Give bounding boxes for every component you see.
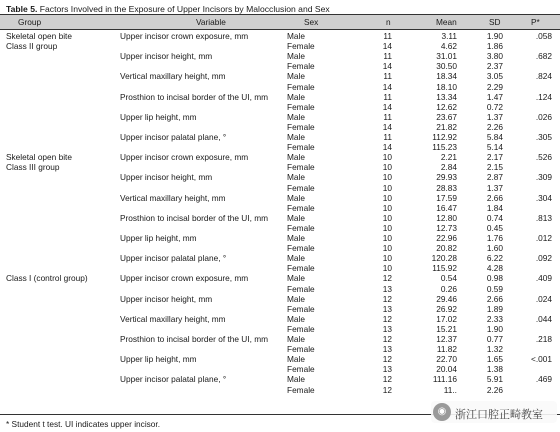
cell-mean: 18.10 bbox=[436, 81, 457, 92]
cell-n: 10 bbox=[382, 162, 392, 173]
cell-variable: Prosthion to incisal border of the UI, mm bbox=[120, 334, 269, 344]
cell-group: Class III group bbox=[6, 162, 60, 173]
cell-variable: Vertical maxillary height, mm bbox=[120, 313, 226, 324]
cell-mean: 12.80 bbox=[436, 212, 457, 223]
header-n: n bbox=[386, 17, 391, 27]
wechat-icon: ◉ bbox=[433, 403, 451, 421]
cell-sd: 2.66 bbox=[486, 293, 503, 304]
cell-variable: Upper incisor crown exposure, mm bbox=[120, 152, 249, 163]
cell-p: .024 bbox=[535, 293, 552, 304]
cell-sex: Male bbox=[287, 152, 305, 163]
watermark-text: 浙江口腔正畸教室 bbox=[455, 409, 543, 421]
cell-mean: 0.54 bbox=[440, 273, 457, 284]
cell-mean: 112.92 bbox=[432, 132, 457, 142]
cell-p: .124 bbox=[535, 91, 552, 102]
cell-sex: Female bbox=[287, 344, 315, 355]
cell-sex: Male bbox=[287, 354, 305, 365]
cell-sd: 5.14 bbox=[486, 142, 503, 153]
cell-sex: Female bbox=[287, 121, 315, 132]
cell-n: 11 bbox=[383, 91, 392, 102]
cell-sex: Female bbox=[287, 182, 315, 193]
cell-n: 10 bbox=[382, 233, 392, 243]
cell-n: 12 bbox=[382, 313, 392, 324]
cell-sd: 4.28 bbox=[486, 263, 503, 274]
cell-sex: Male bbox=[287, 192, 305, 203]
header-p: P* bbox=[531, 17, 540, 27]
cell-sd: 0.98 bbox=[486, 273, 503, 284]
cell-n: 11 bbox=[383, 111, 392, 122]
header-group: Group bbox=[18, 17, 42, 27]
cell-n: 14 bbox=[382, 41, 392, 52]
cell-mean: 15.21 bbox=[436, 323, 457, 334]
cell-mean: 13.34 bbox=[436, 91, 457, 102]
cell-sd: 1.90 bbox=[486, 323, 503, 334]
cell-n: 11 bbox=[383, 132, 392, 142]
cell-mean: 115.92 bbox=[432, 263, 457, 274]
cell-sex: Male bbox=[287, 172, 305, 183]
table-caption bbox=[6, 4, 330, 14]
cell-mean: 4.62 bbox=[440, 41, 457, 52]
cell-p: .409 bbox=[535, 273, 552, 284]
cell-mean: 20.82 bbox=[436, 243, 457, 254]
footnote: * Student t test. UI indicates upper incisor. bbox=[6, 419, 161, 429]
cell-sex: Male bbox=[287, 91, 305, 102]
cell-variable: Upper incisor crown exposure, mm bbox=[120, 273, 249, 284]
cell-n: 10 bbox=[382, 212, 392, 223]
cell-n: 12 bbox=[382, 354, 392, 365]
cell-n: 10 bbox=[382, 172, 392, 183]
cell-n: 10 bbox=[382, 202, 392, 213]
cell-n: 14 bbox=[382, 142, 392, 153]
cell-p: .469 bbox=[535, 374, 552, 385]
cell-mean: 28.83 bbox=[436, 182, 457, 193]
cell-mean: 12.37 bbox=[436, 334, 457, 344]
cell-sex: Male bbox=[287, 334, 305, 344]
cell-sd: 1.37 bbox=[486, 111, 503, 122]
cell-sd: 1.86 bbox=[486, 41, 503, 52]
cell-sd: 2.66 bbox=[486, 192, 503, 203]
cell-n: 13 bbox=[382, 283, 392, 294]
cell-sex: Male bbox=[287, 51, 305, 62]
cell-sex: Female bbox=[287, 283, 315, 294]
cell-mean: 3.11 bbox=[441, 31, 457, 41]
cell-sd: 1.60 bbox=[486, 243, 503, 254]
cell-n: 13 bbox=[382, 344, 392, 355]
cell-p: .309 bbox=[535, 172, 552, 183]
cell-variable: Upper incisor height, mm bbox=[120, 293, 213, 304]
cell-mean: 111.16 bbox=[432, 374, 457, 385]
cell-sd: 1.32 bbox=[486, 344, 503, 355]
cell-n: 13 bbox=[382, 323, 392, 334]
cell-mean: 26.92 bbox=[436, 303, 457, 314]
cell-n: 10 bbox=[382, 263, 392, 274]
cell-n: 12 bbox=[382, 384, 392, 395]
cell-p: .304 bbox=[535, 192, 552, 203]
cell-sex: Female bbox=[287, 81, 315, 92]
cell-sd: 0.77 bbox=[486, 334, 503, 344]
cell-sd: 1.38 bbox=[486, 364, 503, 375]
cell-sd: 5.84 bbox=[486, 132, 503, 142]
cell-mean: 11.82 bbox=[436, 344, 457, 355]
cell-variable: Prosthion to incisal border of the UI, mm bbox=[120, 212, 269, 223]
cell-n: 12 bbox=[382, 293, 392, 304]
cell-mean: 20.04 bbox=[436, 364, 457, 375]
cell-variable: Upper incisor height, mm bbox=[120, 172, 213, 183]
cell-n: 10 bbox=[382, 152, 392, 163]
cell-n: 14 bbox=[382, 81, 392, 92]
cell-n: 14 bbox=[382, 101, 392, 112]
cell-n: 10 bbox=[382, 253, 392, 264]
cell-n: 10 bbox=[382, 182, 392, 193]
cell-p: .092 bbox=[535, 253, 552, 264]
cell-sex: Female bbox=[287, 162, 315, 173]
cell-n: 12 bbox=[382, 273, 392, 284]
cell-sd: 0.74 bbox=[486, 212, 503, 223]
caption-label: Table 5. bbox=[6, 4, 38, 14]
cell-variable: Vertical maxillary height, mm bbox=[120, 71, 226, 82]
cell-sex: Female bbox=[287, 41, 315, 52]
cell-sd: 2.29 bbox=[486, 81, 503, 92]
cell-variable: Prosthion to incisal border of the UI, mm bbox=[120, 91, 269, 102]
cell-sd: 1.90 bbox=[486, 31, 503, 41]
cell-n: 12 bbox=[382, 374, 392, 385]
cell-sd: 3.05 bbox=[486, 71, 503, 82]
cell-sex: Male bbox=[287, 273, 305, 284]
cell-sex: Male bbox=[287, 313, 305, 324]
cell-variable: Upper incisor height, mm bbox=[120, 51, 213, 62]
cell-mean: 12.62 bbox=[436, 101, 457, 112]
cell-variable: Upper incisor crown exposure, mm bbox=[120, 31, 249, 41]
cell-sd: 1.37 bbox=[486, 182, 503, 193]
cell-n: 11 bbox=[383, 71, 392, 82]
header-variable: Variable bbox=[196, 17, 226, 27]
cell-mean: 30.50 bbox=[436, 61, 457, 72]
cell-p: .044 bbox=[535, 313, 552, 324]
cell-mean: 21.82 bbox=[436, 121, 457, 132]
cell-sex: Female bbox=[287, 384, 315, 395]
cell-n: 14 bbox=[382, 121, 392, 132]
cell-sex: Female bbox=[287, 303, 315, 314]
cell-mean: 12.73 bbox=[436, 222, 457, 233]
cell-sex: Male bbox=[287, 132, 305, 142]
cell-sd: 2.26 bbox=[486, 384, 503, 395]
cell-mean: 29.93 bbox=[436, 172, 457, 183]
cell-sd: 2.87 bbox=[486, 172, 503, 183]
watermark bbox=[431, 401, 557, 423]
cell-sd: 1.65 bbox=[486, 354, 503, 365]
cell-mean: 18.34 bbox=[436, 71, 457, 82]
cell-sex: Male bbox=[287, 233, 305, 243]
cell-sd: 0.45 bbox=[486, 222, 503, 233]
cell-mean: 22.70 bbox=[436, 354, 457, 365]
header-sex: Sex bbox=[304, 17, 319, 27]
cell-p: .813 bbox=[535, 212, 552, 223]
cell-mean: 23.67 bbox=[436, 111, 457, 122]
cell-mean: 2.21 bbox=[440, 152, 457, 163]
cell-p: .305 bbox=[535, 132, 552, 142]
cell-n: 11 bbox=[383, 31, 392, 41]
cell-group: Skeletal open bite bbox=[6, 31, 72, 41]
cell-sex: Female bbox=[287, 323, 315, 334]
cell-n: 10 bbox=[382, 222, 392, 233]
cell-sex: Female bbox=[287, 61, 315, 72]
cell-sex: Female bbox=[287, 202, 315, 213]
cell-sex: Male bbox=[287, 111, 305, 122]
cell-mean: 29.46 bbox=[436, 293, 457, 304]
cell-sd: 5.91 bbox=[486, 374, 503, 385]
cell-sd: 1.84 bbox=[486, 202, 503, 213]
cell-sex: Female bbox=[287, 263, 315, 274]
cell-sex: Female bbox=[287, 222, 315, 233]
cell-p: .526 bbox=[535, 152, 552, 163]
cell-mean: 2.84 bbox=[440, 162, 457, 173]
cell-group: Class I (control group) bbox=[6, 273, 88, 284]
cell-p: .682 bbox=[535, 51, 552, 62]
cell-n: 14 bbox=[382, 61, 392, 72]
caption-text: Factors Involved in the Exposure of Upper Incisors by Malocclusion and Sex bbox=[39, 4, 330, 14]
cell-sd: 2.33 bbox=[486, 313, 503, 324]
cell-n: 10 bbox=[382, 192, 392, 203]
cell-group: Skeletal open bite bbox=[6, 152, 72, 163]
cell-sd: 1.76 bbox=[486, 233, 503, 243]
cell-variable: Upper lip height, mm bbox=[120, 233, 197, 243]
header-row bbox=[0, 15, 560, 29]
cell-mean: 22.96 bbox=[436, 233, 457, 243]
cell-sd: 2.17 bbox=[486, 152, 503, 163]
cell-sex: Male bbox=[287, 31, 305, 41]
cell-sex: Male bbox=[287, 374, 305, 385]
cell-sex: Male bbox=[287, 253, 305, 264]
cell-variable: Upper lip height, mm bbox=[120, 111, 197, 122]
cell-p: .026 bbox=[535, 111, 552, 122]
cell-sex: Female bbox=[287, 101, 315, 112]
header-sd: SD bbox=[489, 17, 501, 27]
cell-p: <.001 bbox=[531, 354, 552, 365]
cell-sex: Female bbox=[287, 243, 315, 254]
header-mean: Mean bbox=[436, 17, 457, 27]
cell-p: .058 bbox=[535, 31, 552, 41]
cell-n: 10 bbox=[382, 243, 392, 254]
cell-sd: 1.47 bbox=[486, 91, 503, 102]
cell-n: 13 bbox=[382, 303, 392, 314]
cell-variable: Upper lip height, mm bbox=[120, 354, 197, 365]
cell-sd: 2.26 bbox=[486, 121, 503, 132]
cell-variable: Upper incisor palatal plane, ° bbox=[120, 132, 227, 142]
cell-sex: Male bbox=[287, 293, 305, 304]
cell-p: .218 bbox=[535, 334, 552, 344]
cell-n: 12 bbox=[382, 334, 392, 344]
cell-sex: Male bbox=[287, 212, 305, 223]
cell-mean: 16.47 bbox=[436, 202, 457, 213]
cell-sd: 3.80 bbox=[486, 51, 503, 62]
cell-sex: Female bbox=[287, 142, 315, 153]
cell-mean: 11.. bbox=[443, 384, 457, 395]
cell-sd: 1.89 bbox=[486, 303, 503, 314]
cell-sd: 2.15 bbox=[486, 162, 503, 173]
cell-sd: 0.59 bbox=[486, 283, 503, 294]
cell-variable: Upper incisor palatal plane, ° bbox=[120, 253, 227, 264]
cell-mean: 17.59 bbox=[436, 192, 457, 203]
cell-mean: 120.28 bbox=[431, 253, 457, 264]
cell-mean: 31.01 bbox=[436, 51, 457, 62]
cell-p: .012 bbox=[535, 233, 552, 243]
cell-sd: 6.22 bbox=[486, 253, 503, 264]
cell-variable: Upper incisor palatal plane, ° bbox=[120, 374, 227, 385]
cell-variable: Vertical maxillary height, mm bbox=[120, 192, 226, 203]
cell-group: Class II group bbox=[6, 41, 58, 52]
cell-sd: 0.72 bbox=[486, 101, 503, 112]
cell-mean: 17.02 bbox=[436, 313, 457, 324]
cell-p: .824 bbox=[535, 71, 552, 82]
cell-n: 11 bbox=[383, 51, 392, 62]
cell-mean: 115.23 bbox=[432, 142, 457, 153]
cell-sex: Female bbox=[287, 364, 315, 375]
cell-sex: Male bbox=[287, 71, 305, 82]
cell-n: 13 bbox=[382, 364, 392, 375]
cell-mean: 0.26 bbox=[440, 283, 457, 294]
header-rule bbox=[0, 29, 560, 30]
cell-sd: 2.37 bbox=[486, 61, 503, 72]
